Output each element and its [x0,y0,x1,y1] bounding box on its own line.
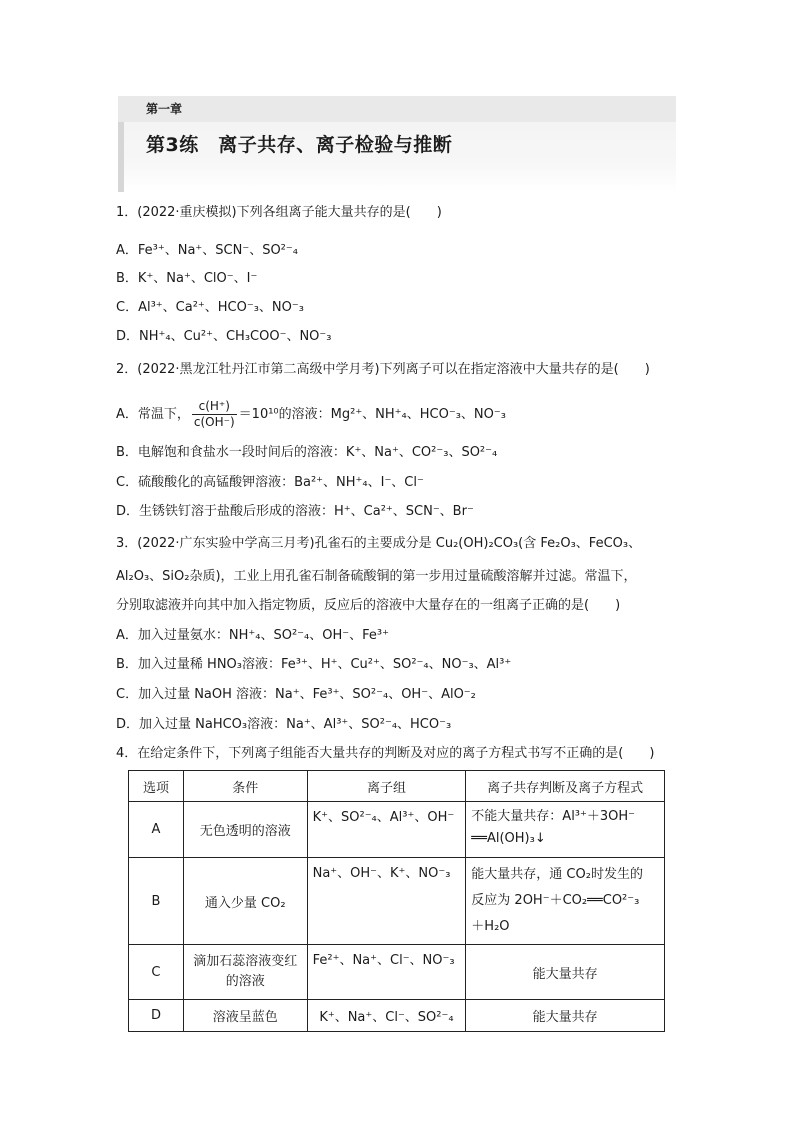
judgement-line: 反应为 2OH⁻＋CO₂══CO²⁻₃ [471,893,640,908]
q1-option-d: D．NH⁺₄、Cu²⁺、CH₃COO⁻、NO⁻₃ [116,329,332,344]
table-row [129,945,665,1000]
judgement-cell: 能大量共存 [466,945,665,1000]
q2-option-a-prefix: A．常温下， [116,407,190,422]
q3-option-a: A．加入过量氨水：NH⁺₄、SO²⁻₄、OH⁻、Fe³⁺ [116,628,389,643]
fraction-denominator: c(OH⁻) [193,415,235,429]
option-cell: A [129,802,184,858]
table-row [129,1000,665,1032]
ion-coexistence-table [128,770,665,1032]
page-title: 第3练 离子共存、离子检验与推断 [146,134,453,156]
q2-option-d: D．生锈铁钉溶于盐酸后形成的溶液：H⁺、Ca²⁺、SCN⁻、Br⁻ [116,504,474,519]
ions-cell: K⁺、Na⁺、Cl⁻、SO²⁻₄ [307,1000,466,1032]
q3-stem-line-1: 3．(2022·广东实验中学高三月考)孔雀石的主要成分是 Cu₂(OH)₂CO₃(含 Fe₂O₃、FeCO₃、 [116,536,642,551]
judgement-line: ＋H₂O [471,919,510,934]
ions-cell: K⁺、SO²⁻₄、Al³⁺、OH⁻ [307,802,466,858]
judgement-cell [466,802,665,858]
q4-stem: 4．在给定条件下，下列离子组能否大量共存的判断及对应的离子方程式书写不正确的是( ) [116,746,655,761]
ions-cell: Na⁺、OH⁻、K⁺、NO⁻₃ [307,858,466,945]
q2-option-c: C．硫酸酸化的高锰酸钾溶液：Ba²⁺、NH⁺₄、I⁻、Cl⁻ [116,475,424,490]
judgement-cell [466,858,665,945]
table-header-row [129,771,665,802]
fraction-numerator: c(H⁺) [192,399,237,415]
table-header-cell: 离子组 [307,771,466,802]
q3-option-d: D．加入过量 NaHCO₃溶液：Na⁺、Al³⁺、SO²⁻₄、HCO⁻₃ [116,717,452,732]
q3-stem-line-2: Al₂O₃、SiO₂杂质)，工业上用孔雀石制备硫酸铜的第一步用过量硫酸溶解并过滤。常温下， [116,569,637,584]
q1-option-b: B．K⁺、Na⁺、ClO⁻、I⁻ [116,271,258,286]
judgement-cell: 能大量共存 [466,1000,665,1032]
q3-stem-line-3: 分别取滤液并向其中加入指定物质，反应后的溶液中大量存在的一组离子正确的是( ) [116,598,621,613]
table-header-cell: 条件 [183,771,307,802]
condition-cell: 溶液呈蓝色 [183,1000,307,1032]
q1-option-a: A．Fe³⁺、Na⁺、SCN⁻、SO²⁻₄ [116,243,298,258]
q2-stem: 2．(2022·黑龙江牡丹江市第二高级中学月考)下列离子可以在指定溶液中大量共存的是( ) [116,362,650,377]
q3-option-b: B．加入过量稀 HNO₃溶液：Fe³⁺、H⁺、Cu²⁺、SO²⁻₄、NO⁻₃、Al³⁺ [116,657,512,672]
q3-option-c: C．加入过量 NaOH 溶液：Na⁺、Fe³⁺、SO²⁻₄、OH⁻、AlO⁻₂ [116,687,476,702]
condition-cell: 通入少量 CO₂ [183,858,307,945]
judgement-line: 不能大量共存：Al³⁺＋3OH⁻ [471,809,636,824]
chapter-banner [118,96,676,192]
option-cell: D [129,1000,184,1032]
condition-cell: 滴加石蕊溶液变红的溶液 [183,945,307,1000]
q2-option-a-suffix: ＝10¹⁰的溶液：Mg²⁺、NH⁺₄、HCO⁻₃、NO⁻₃ [238,407,506,422]
judgement-line: 能大量共存，通 CO₂时发生的 [471,867,643,882]
chapter-label: 第一章 [118,96,676,122]
table-header-cell: 选项 [129,771,184,802]
option-cell: B [129,858,184,945]
judgement-line: ══Al(OH)₃↓ [471,831,546,846]
ions-cell: Fe²⁺、Na⁺、Cl⁻、NO⁻₃ [307,945,466,1000]
option-cell: C [129,945,184,1000]
condition-cell: 无色透明的溶液 [183,802,307,858]
table-header-cell: 离子共存判断及离子方程式 [466,771,665,802]
q2-option-a [116,398,506,432]
concentration-ratio-fraction [192,399,237,430]
q2-option-b: B．电解饱和食盐水一段时间后的溶液：K⁺、Na⁺、CO²⁻₃、SO²⁻₄ [116,445,498,460]
q1-stem: 1．(2022·重庆模拟)下列各组离子能大量共存的是( ) [116,205,442,220]
q1-option-c: C．Al³⁺、Ca²⁺、HCO⁻₃、NO⁻₃ [116,300,304,315]
table-row [129,858,665,945]
table-row [129,802,665,858]
